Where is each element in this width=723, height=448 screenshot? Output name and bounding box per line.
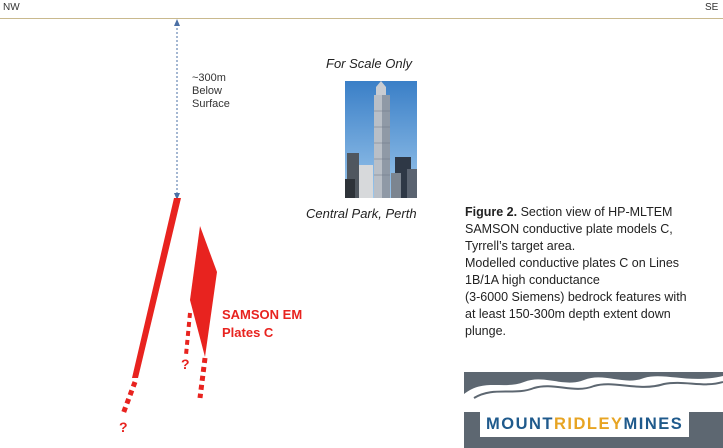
samson-label-line2: Plates C xyxy=(222,325,274,340)
question-mark-long-plate: ? xyxy=(119,419,128,435)
caption-figure-number: Figure 2. xyxy=(465,205,518,219)
caption-line-4: Modelled conductive plates C on Lines xyxy=(465,256,680,270)
logo-mountain-icon xyxy=(464,372,723,412)
depth-label: ~300m Below Surface xyxy=(192,72,230,110)
caption-line-8: plunge. xyxy=(465,324,507,338)
caption-line-6: (3-6000 Siemens) bedrock features with xyxy=(465,290,687,304)
caption-line-7: at least 150-300m depth extent down xyxy=(465,307,671,321)
figure-caption xyxy=(465,204,720,340)
for-scale-title: For Scale Only xyxy=(326,56,412,71)
plate-long xyxy=(123,198,181,414)
building-photo xyxy=(345,81,417,198)
se-label: SE xyxy=(705,2,719,13)
building-caption: Central Park, Perth xyxy=(306,206,417,221)
logo-word-mines: MINES xyxy=(623,415,684,433)
caption-line-1: Section view of HP-MLTEM xyxy=(517,205,673,219)
depth-arrow xyxy=(174,19,180,200)
caption-line-3: Tyrrell’s target area. xyxy=(465,239,576,253)
logo-wordmark xyxy=(480,412,689,437)
question-mark-short-plate: ? xyxy=(181,356,190,372)
company-logo xyxy=(464,372,723,448)
caption-line-5: 1B/1A high conductance xyxy=(465,273,600,287)
samson-label-line1: SAMSON EM xyxy=(222,307,303,322)
nw-label: NW xyxy=(3,2,20,13)
caption-line-2: SAMSON conductive plate models C, xyxy=(465,222,673,236)
plate-short xyxy=(186,226,217,398)
logo-word-ridley: RIDLEY xyxy=(554,415,624,433)
samson-plates-label xyxy=(222,306,302,342)
logo-word-mount: MOUNT xyxy=(486,415,554,433)
